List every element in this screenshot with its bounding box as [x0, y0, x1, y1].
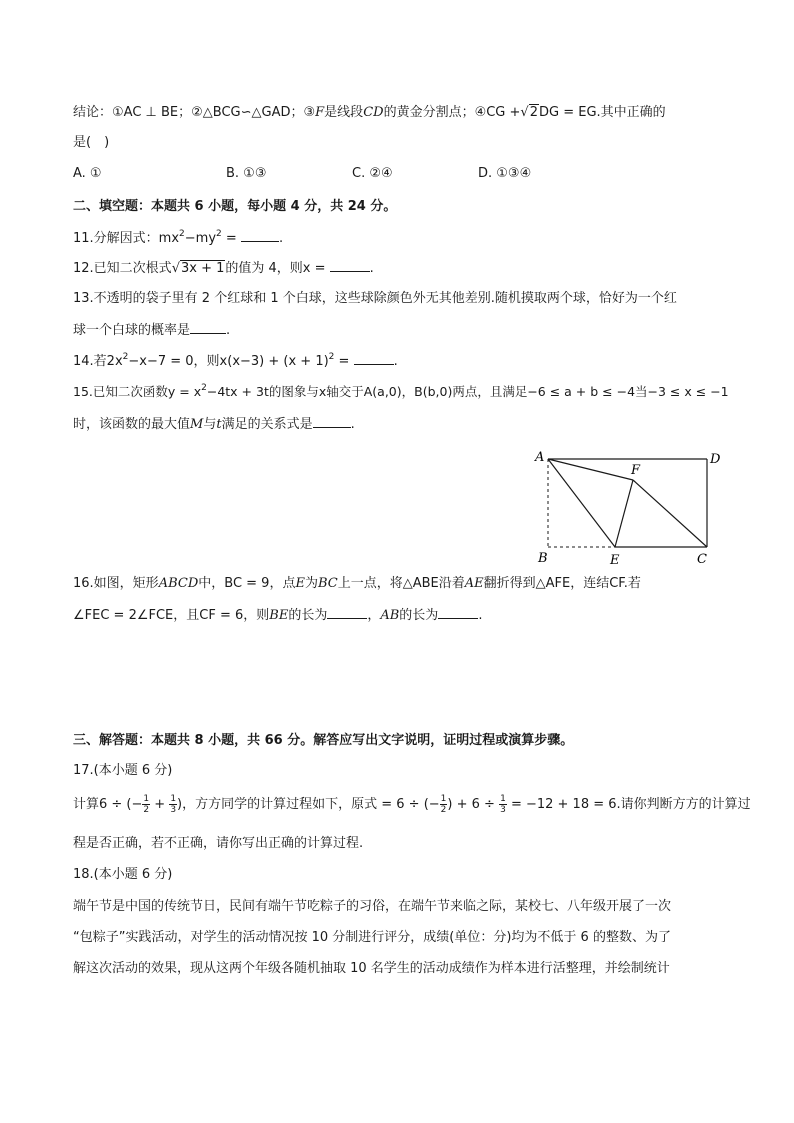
q12-text: .: [369, 261, 374, 276]
question-18-line-3: 解这次活动的效果，现从这两个年级各随机抽取 10 名学生的活动成绩作为样本进行活整理，并绘制统计: [73, 961, 670, 976]
var-m: M: [190, 417, 204, 432]
point-e: E: [295, 576, 305, 591]
segment-cd: CD: [363, 105, 384, 120]
segment-ae: [548, 459, 615, 547]
q16-text: 上一点，将△ABE沿着: [337, 576, 465, 591]
q11-text: .: [278, 231, 284, 246]
section-2-title: 二、填空题：本题共 6 小题，每小题 4 分，共 24 分。: [73, 199, 397, 214]
option-b: B. ①③: [226, 166, 267, 181]
question-17-line-1: [73, 793, 751, 817]
q15-text: 满足的关系式是: [221, 417, 313, 432]
exponent: 2: [328, 352, 335, 362]
question-14: [73, 352, 398, 371]
conclusion-line-1: [73, 104, 666, 122]
q16-text: ∠FEC = 2∠FCE，且CF = 6，则: [73, 608, 270, 623]
sqrt-sign: √: [520, 105, 529, 120]
answer-blank[interactable]: [190, 321, 226, 334]
segment-bc: BC: [317, 576, 338, 591]
conclusion-text: 的黄金分割点；④CG +: [383, 105, 521, 120]
fraction: [499, 794, 507, 815]
q16-text: 中，BC = 9，点: [198, 576, 296, 591]
q17-text: ) + 6 ÷: [447, 797, 500, 812]
question-16-line-2: [73, 606, 482, 625]
answer-blank[interactable]: [354, 352, 394, 365]
option-d: D. ①③④: [478, 166, 532, 181]
question-11: [73, 229, 283, 248]
label-b: B: [538, 551, 548, 566]
fraction-numerator: 1: [440, 794, 447, 804]
question-13-line-1: 13.不透明的袋子里有 2 个红球和 1 个白球，这些球除颜色外无其他差别.随机摸取两个球，恰好为一个红: [73, 291, 677, 306]
q15-text: 时，该函数的最大值: [73, 417, 191, 432]
question-18-line-1: 端午节是中国的传统节日，民间有端午节吃粽子的习俗，在端午节来临之际，某校七、八年级开展了一次: [73, 899, 672, 914]
question-16-line-1: [73, 575, 641, 593]
q13-text: .: [226, 323, 231, 338]
exponent: 2: [179, 229, 185, 239]
q15-text: .: [350, 417, 355, 432]
q13-text: 球一个白球的概率是: [73, 323, 191, 338]
sqrt-sign: √: [171, 261, 180, 276]
rectangle-fold-figure: [530, 446, 730, 571]
fraction-numerator: 1: [143, 794, 150, 804]
exponent: 2: [122, 352, 129, 362]
rect-abcd: ABCD: [158, 576, 199, 591]
q16-text: 翻折得到△AFE，连结CF.若: [483, 576, 641, 591]
section-3-title: 三、解答题：本题共 8 小题，共 66 分。解答应写出文字说明，证明过程或演算步骤。: [73, 733, 574, 748]
conclusion-text: 是线段: [324, 105, 364, 120]
q14-text: 14.若2x: [73, 354, 123, 369]
segment-fe: [615, 480, 633, 547]
sqrt-argument: 3x + 1: [180, 261, 225, 276]
question-17-line-2: 程是否正确，若不正确，请你写出正确的计算过程.: [73, 836, 364, 851]
answer-blank[interactable]: [327, 606, 367, 619]
point-f: F: [315, 105, 325, 120]
q17-text: 计算6 ÷ (−: [73, 797, 143, 812]
fraction-denominator: 3: [170, 805, 177, 815]
label-a: A: [535, 450, 545, 465]
question-13-line-2: [73, 321, 230, 340]
q14-text: −x−7 = 0，则x(x−3) + (x + 1): [128, 354, 329, 369]
q11-text: −my: [184, 231, 217, 246]
sqrt-argument: 2: [529, 105, 538, 120]
exponent: 2: [201, 383, 207, 393]
q16-text: ，: [367, 608, 381, 623]
conclusion-line-2: 是( ): [73, 135, 110, 150]
q16-text: 的长为: [399, 608, 439, 623]
fraction-numerator: 1: [500, 794, 506, 804]
q17-text: = −12 + 18 = 6.请你判断方方的计算过: [506, 797, 751, 812]
segment-be: BE: [269, 608, 289, 623]
q16-text: 为: [304, 576, 318, 591]
q15-text: 与: [203, 417, 217, 432]
segment-ae-text: AE: [464, 576, 484, 591]
q11-text: 11.分解因式：mx: [73, 231, 180, 246]
option-c: C. ②④: [352, 166, 393, 181]
segment-fc: [633, 480, 707, 547]
question-15-line-1: [73, 383, 729, 401]
q16-text: 16.如图，矩形: [73, 576, 159, 591]
q12-text: 12.已知二次根式: [73, 261, 172, 276]
q12-text: 的值为 4，则x =: [225, 261, 330, 276]
q17-text: +: [150, 797, 170, 812]
question-18-header: 18.(本小题 6 分): [73, 867, 173, 882]
answer-blank[interactable]: [330, 259, 370, 272]
conclusion-text: DG = EG.其中正确的: [538, 105, 666, 120]
fraction-numerator: 1: [170, 794, 177, 804]
q15-text: −4tx + 3t的图象与x轴交于A(a,0)，B(b,0)两点，且满足−6 ≤ a + b ≤ −4当−3 ≤ x ≤ −1: [206, 384, 729, 399]
option-a: A. ①: [73, 166, 102, 181]
label-d: D: [710, 452, 721, 467]
label-f: F: [631, 463, 641, 478]
label-e: E: [610, 553, 620, 568]
q17-text: )，方方同学的计算过程如下，原式 = 6 ÷ (−: [177, 797, 440, 812]
label-c: C: [697, 552, 707, 567]
q14-text: .: [393, 354, 398, 369]
fraction: [169, 794, 177, 815]
answer-blank[interactable]: [241, 229, 279, 242]
segment-af: [548, 459, 633, 480]
fraction: [142, 794, 150, 815]
answer-blank[interactable]: [438, 606, 478, 619]
question-17-header: 17.(本小题 6 分): [73, 763, 173, 778]
question-15-line-2: [73, 415, 355, 434]
var-t: t: [216, 417, 222, 432]
fraction-denominator: 2: [143, 805, 150, 815]
q11-text: =: [221, 231, 241, 246]
answer-blank[interactable]: [313, 415, 351, 428]
fraction-denominator: 2: [440, 805, 447, 815]
q16-text: .: [478, 608, 483, 623]
segment-ab: AB: [380, 608, 400, 623]
conclusion-text: 结论：①AC ⊥ BE；②△BCG∽△GAD；③: [73, 105, 316, 120]
q15-text: 15.已知二次函数y = x: [73, 384, 202, 399]
question-12: [73, 259, 374, 278]
exponent: 2: [216, 229, 222, 239]
q16-text: 的长为: [288, 608, 328, 623]
q14-text: =: [334, 354, 354, 369]
fraction-denominator: 3: [500, 805, 506, 815]
question-18-line-2: “包粽子”实践活动，对学生的活动情况按 10 分制进行评分，成绩(单位：分)均为不低于 6 的整数、为了: [73, 930, 671, 945]
